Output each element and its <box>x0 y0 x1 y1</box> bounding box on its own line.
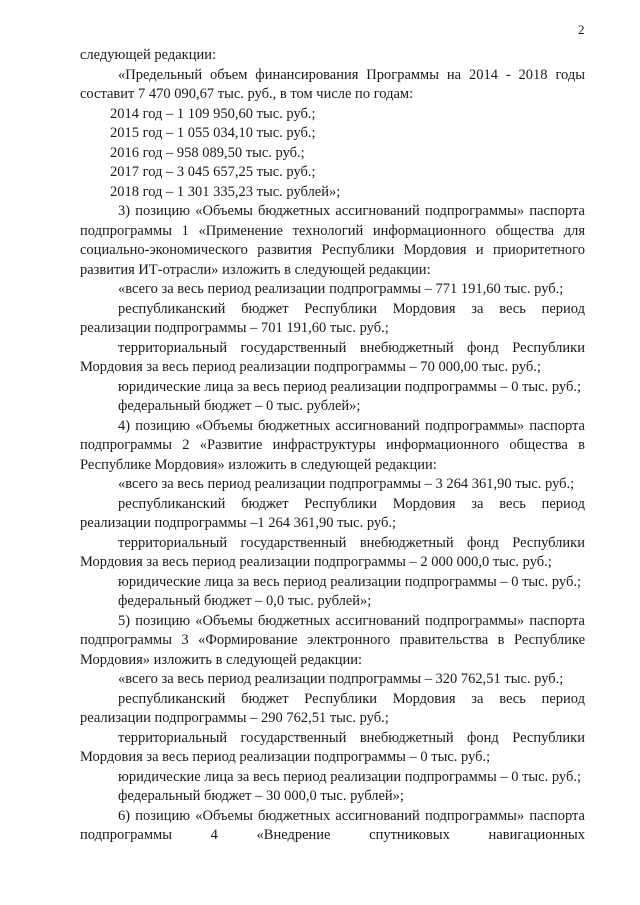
paragraph: федеральный бюджет – 0 тыс. рублей»; <box>118 398 361 414</box>
page-number: 2 <box>578 22 585 37</box>
paragraph: юридические лица за весь период реализации подпрограммы – 0 тыс. руб.; <box>118 768 581 785</box>
paragraph: республиканский бюджет Республики Мордовия за весь период реализации подпрограммы – 290 762,51 тыс. руб.; <box>80 690 585 726</box>
paragraph: территориальный государственный внебюджетный фонд Республики Мордовия за весь период реализации подпрограммы – 70 000,00 тыс. руб.; <box>80 339 585 375</box>
paragraph: «всего за весь период реализации подпрограммы – 320 762,51 тыс. руб.; <box>118 671 564 687</box>
document-body <box>80 46 585 846</box>
paragraph: следующей редакции: <box>80 47 217 63</box>
paragraph: «Предельный объем финансирования Программы на 2014 - 2018 годы составит 7 470 090,67 тыс. руб., в том числе по годам: <box>80 66 585 102</box>
paragraph: республиканский бюджет Республики Мордовия за весь период реализации подпрограммы – 701 191,60 тыс. руб.; <box>80 300 585 336</box>
paragraph: 5) позицию «Объемы бюджетных ассигнований подпрограммы» паспорта подпрограммы 3 «Формирование электронного правительства в Республике Мордовия» изложить в следующей редакции: <box>80 612 585 668</box>
paragraph: 6) позицию «Объемы бюджетных ассигнований подпрограммы» паспорта подпрограммы 4 «Внедрение спутниковых навигационных <box>80 807 585 843</box>
paragraph-year-2014: 2014 год – 1 109 950,60 тыс. руб.; <box>110 105 316 122</box>
paragraph: 4) позицию «Объемы бюджетных ассигнований подпрограммы» паспорта подпрограммы 2 «Развитие инфраструктуры информационного общества в Республике Мордовия» изложить в следующей редакции: <box>80 417 585 473</box>
paragraph-year-2017: 2017 год – 3 045 657,25 тыс. руб.; <box>110 164 316 180</box>
paragraph: юридические лица за весь период реализации подпрограммы – 0 тыс. руб.; <box>118 573 581 590</box>
paragraph: юридические лица за весь период реализации подпрограммы – 0 тыс. руб.; <box>118 378 581 395</box>
paragraph: «всего за весь период реализации подпрограммы – 771 191,60 тыс. руб.; <box>118 281 564 297</box>
paragraph-year-2016: 2016 год – 958 089,50 тыс. руб.; <box>110 144 305 161</box>
paragraph: «всего за весь период реализации подпрограммы – 3 264 361,90 тыс. руб.; <box>118 476 575 492</box>
paragraph: федеральный бюджет – 0,0 тыс. рублей»; <box>118 593 372 609</box>
paragraph-year-2015: 2015 год – 1 055 034,10 тыс. руб.; <box>110 125 316 141</box>
paragraph: федеральный бюджет – 30 000,0 тыс. рублей»; <box>118 788 404 804</box>
paragraph: республиканский бюджет Республики Мордовия за весь период реализации подпрограммы –1 264 361,90 тыс. руб.; <box>80 495 585 531</box>
paragraph: территориальный государственный внебюджетный фонд Республики Мордовия за весь период реализации подпрограммы – 0 тыс. руб.; <box>80 729 585 765</box>
paragraph: 3) позицию «Объемы бюджетных ассигнований подпрограммы» паспорта подпрограммы 1 «Применение технологий информационного общества для социально-экономического развития Республики Мордовия и приоритетного развития ИТ-отрасли» изложить в следующей редакции: <box>80 203 585 278</box>
paragraph: территориальный государственный внебюджетный фонд Республики Мордовия за весь период реализации подпрограммы – 2 000 000,0 тыс. руб.; <box>80 534 585 570</box>
paragraph-year-2018: 2018 год – 1 301 335,23 тыс. рублей»; <box>110 183 341 200</box>
